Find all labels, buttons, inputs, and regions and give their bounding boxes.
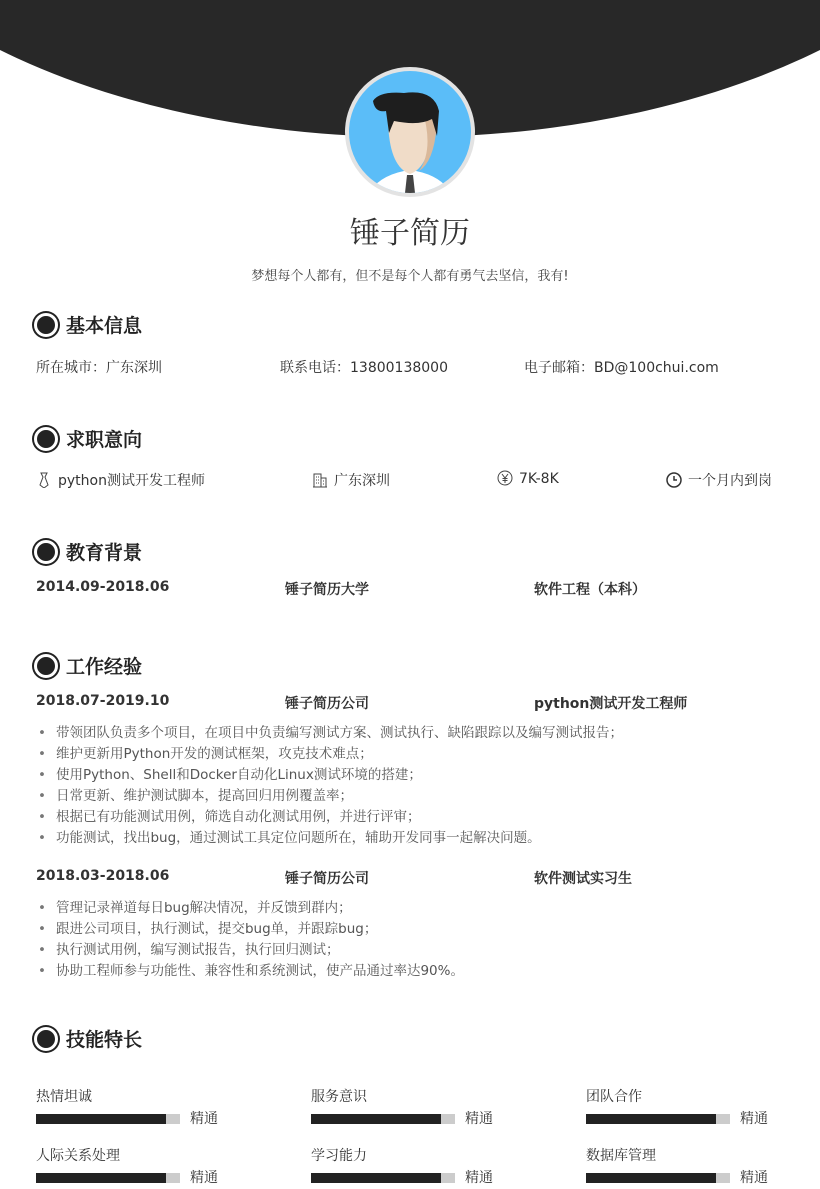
building-icon	[312, 472, 328, 488]
skill-item	[311, 1086, 507, 1130]
list-item: • 日常更新、维护测试脚本，提高回归用例覆盖率；	[38, 786, 798, 807]
skill-bar-fill	[586, 1173, 716, 1183]
email: 电子邮箱：BD@100chui.com	[524, 360, 719, 376]
phone: 联系电话：13800138000	[280, 360, 448, 376]
section-bullet-icon	[34, 427, 58, 451]
work-period: 2018.03-2018.06	[36, 868, 170, 884]
edu-school: 锤子简历大学	[285, 582, 369, 598]
skill-level: 精通	[740, 1170, 768, 1186]
skill-bar-fill	[36, 1114, 166, 1124]
resume-name: 锤子简历	[350, 216, 470, 251]
work-company: 锤子简历公司	[285, 696, 369, 712]
list-item: • 带领团队负责多个项目，在项目中负责编写测试方案、测试执行、缺陷跟踪以及编写测试报告；	[38, 723, 798, 744]
skill-level: 精通	[190, 1170, 218, 1186]
skill-bar	[586, 1114, 730, 1124]
skill-bar	[586, 1173, 730, 1183]
work-title: python测试开发工程师	[534, 696, 688, 712]
skill-name: 人际关系处理	[36, 1148, 120, 1164]
skill-level: 精通	[190, 1111, 218, 1127]
section-title: 工作经验	[66, 656, 143, 678]
yuan-icon	[497, 470, 513, 486]
section-title: 基本信息	[66, 315, 143, 337]
city: 所在城市：广东深圳	[36, 360, 162, 376]
skill-item	[36, 1086, 232, 1130]
skill-bar-fill	[311, 1173, 441, 1183]
skill-level: 精通	[465, 1170, 493, 1186]
intent-city: 广东深圳	[334, 473, 390, 489]
section-bullet-icon	[34, 540, 58, 564]
section-work	[34, 652, 142, 679]
section-bullet-icon	[34, 1027, 58, 1051]
skill-bar-fill	[36, 1173, 166, 1183]
section-title: 求职意向	[66, 429, 143, 451]
skill-name: 服务意识	[311, 1089, 367, 1105]
list-item: • 跟进公司项目，执行测试，提交bug单，并跟踪bug；	[38, 919, 798, 940]
section-bullet-icon	[34, 654, 58, 678]
skill-item	[586, 1086, 782, 1130]
list-item: • 执行测试用例，编写测试报告，执行回归测试；	[38, 940, 798, 961]
motto: 梦想每个人都有，但不是每个人都有勇气去坚信，我有!	[251, 269, 569, 284]
work-title: 软件测试实习生	[534, 871, 632, 887]
skill-bar	[36, 1114, 180, 1124]
section-title: 教育背景	[66, 542, 143, 564]
skill-bar-fill	[311, 1114, 441, 1124]
skill-bar	[36, 1173, 180, 1183]
section-basic-info	[34, 311, 142, 338]
work-period: 2018.07-2019.10	[36, 693, 170, 709]
skill-bar-fill	[586, 1114, 716, 1124]
skill-level: 精通	[465, 1111, 493, 1127]
skill-name: 学习能力	[311, 1148, 367, 1164]
work-duties-list	[38, 898, 798, 982]
list-item: • 维护更新用Python开发的测试框架，攻克技术难点；	[38, 744, 798, 765]
section-title: 技能特长	[66, 1029, 143, 1051]
skill-level: 精通	[740, 1111, 768, 1127]
intent-salary: 7K-8K	[519, 471, 559, 487]
list-item: • 根据已有功能测试用例，筛选自动化测试用例，并进行评审；	[38, 807, 798, 828]
intent-arrival: 一个月内到岗	[688, 473, 772, 489]
avatar	[345, 67, 475, 197]
skill-item	[586, 1145, 782, 1189]
skill-bar	[311, 1173, 455, 1183]
section-intent	[34, 425, 142, 452]
tie-icon	[36, 472, 52, 488]
intent-position: python测试开发工程师	[58, 473, 205, 489]
list-item: • 使用Python、Shell和Docker自动化Linux测试环境的搭建；	[38, 765, 798, 786]
skill-name: 热情坦诚	[36, 1089, 92, 1105]
list-item: • 管理记录禅道每日bug解决情况，并反馈到群内；	[38, 898, 798, 919]
edu-major: 软件工程（本科）	[534, 582, 646, 598]
skill-bar	[311, 1114, 455, 1124]
work-duties-list	[38, 723, 798, 849]
skill-item	[36, 1145, 232, 1189]
skill-name: 数据库管理	[586, 1148, 656, 1164]
skill-item	[311, 1145, 507, 1189]
clock-icon	[666, 472, 682, 488]
skill-name: 团队合作	[586, 1089, 642, 1105]
section-skills	[34, 1025, 142, 1052]
section-education	[34, 538, 142, 565]
list-item: • 功能测试，找出bug，通过测试工具定位问题所在，辅助开发同事一起解决问题。	[38, 828, 798, 849]
edu-period: 2014.09-2018.06	[36, 579, 170, 595]
section-bullet-icon	[34, 313, 58, 337]
list-item: • 协助工程师参与功能性、兼容性和系统测试，使产品通过率达90%。	[38, 961, 798, 982]
work-company: 锤子简历公司	[285, 871, 369, 887]
